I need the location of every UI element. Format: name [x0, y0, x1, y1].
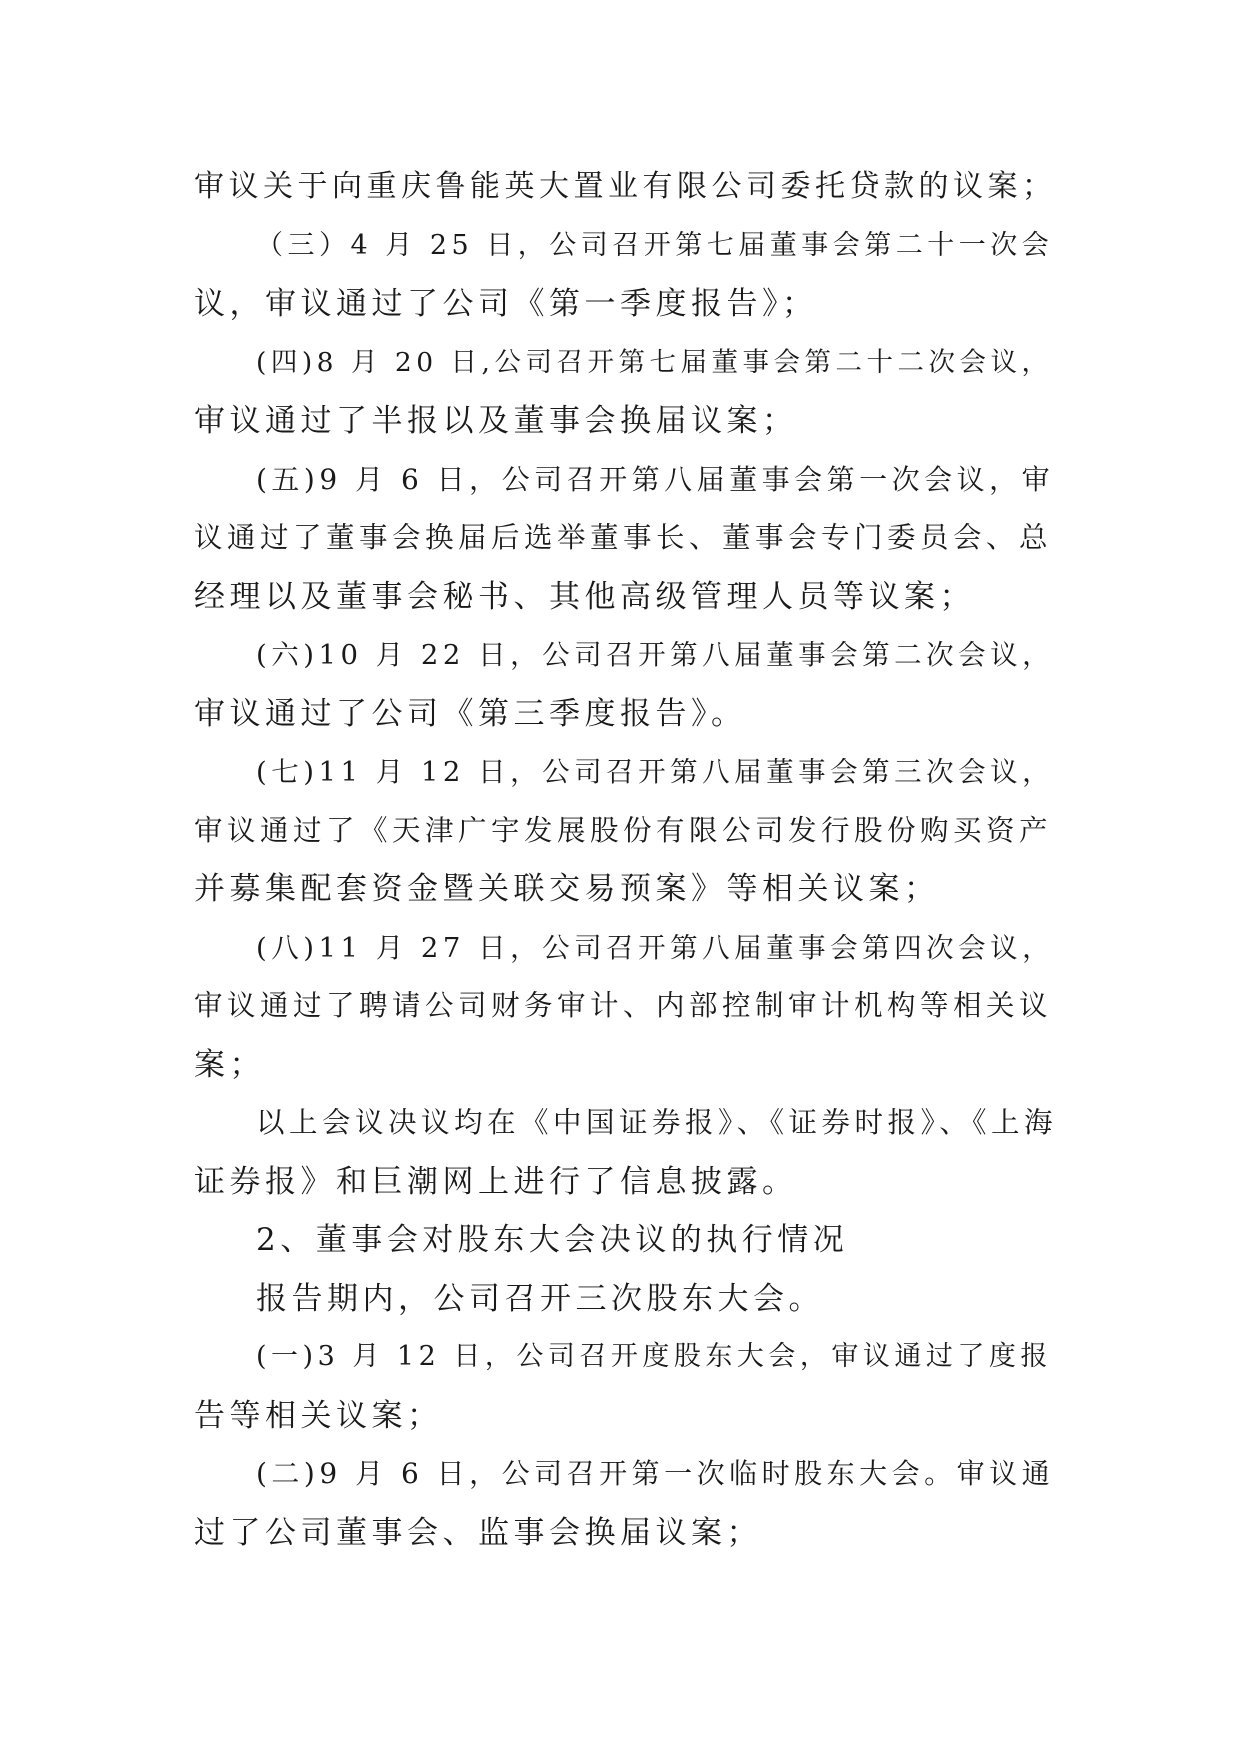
text-line: 报告期内，公司召开三次股东大会。 [256, 1280, 824, 1317]
text-line: （三）4 月 25 日，公司召开第七届董事会第二十一次会 [256, 229, 1054, 261]
text-line: 并募集配套资金暨关联交易预案》等相关议案； [194, 871, 940, 907]
text-line: (八)11 月 27 日，公司召开第八届董事会第四次会议， [256, 931, 1055, 964]
text-line: (一)3 月 12 日，公司召开度股东大会，审议通过了度报 [256, 1341, 1052, 1372]
text-line: 告等相关议案； [194, 1397, 443, 1434]
text-line: 以上会议决议均在《中国证券报》、《证券时报》、《上海 [256, 1106, 1058, 1139]
text-line: 过了公司董事会、监事会换届议案； [194, 1514, 762, 1551]
text-line: (六)10 月 22 日，公司召开第八届董事会第二次会议， [256, 639, 1055, 671]
section-heading: 2、董事会对股东大会决议的执行情况 [256, 1222, 849, 1258]
document-body [194, 158, 1057, 1562]
text-line: (七)11 月 12 日，公司召开第八届董事会第三次会议， [256, 756, 1055, 788]
text-line: 审议通过了公司《第三季度报告》。 [194, 695, 747, 732]
text-line: (二)9 月 6 日，公司召开第一次临时股东大会。审议通 [256, 1457, 1055, 1490]
text-line: 议，审议通过了公司《第一季度报告》； [194, 286, 818, 322]
text-line: (五)9 月 6 日，公司召开第八届董事会第一次会议，审 [256, 462, 1055, 496]
text-line: 案； [194, 1046, 265, 1083]
text-line: 证券报》和巨潮网上进行了信息披露。 [194, 1163, 798, 1200]
text-line: 审议通过了《天津广宇发展股份有限公司发行股份购买资产 [194, 813, 1053, 847]
text-line: (四)8 月 20 日,公司召开第七届董事会第二十二次会议， [256, 346, 1053, 378]
text-line: 审议通过了半报以及董事会换届议案； [194, 403, 798, 439]
text-line: 审议通过了聘请公司财务审计、内部控制审计机构等相关议 [194, 989, 1053, 1022]
text-line: 议通过了董事会换届后选举董事长、董事会专门委员会、总 [194, 521, 1053, 554]
text-line: 审议关于向重庆鲁能英大置业有限公司委托贷款的议案； [194, 169, 1057, 204]
text-line: 经理以及董事会秘书、其他高级管理人员等议案； [194, 578, 975, 615]
